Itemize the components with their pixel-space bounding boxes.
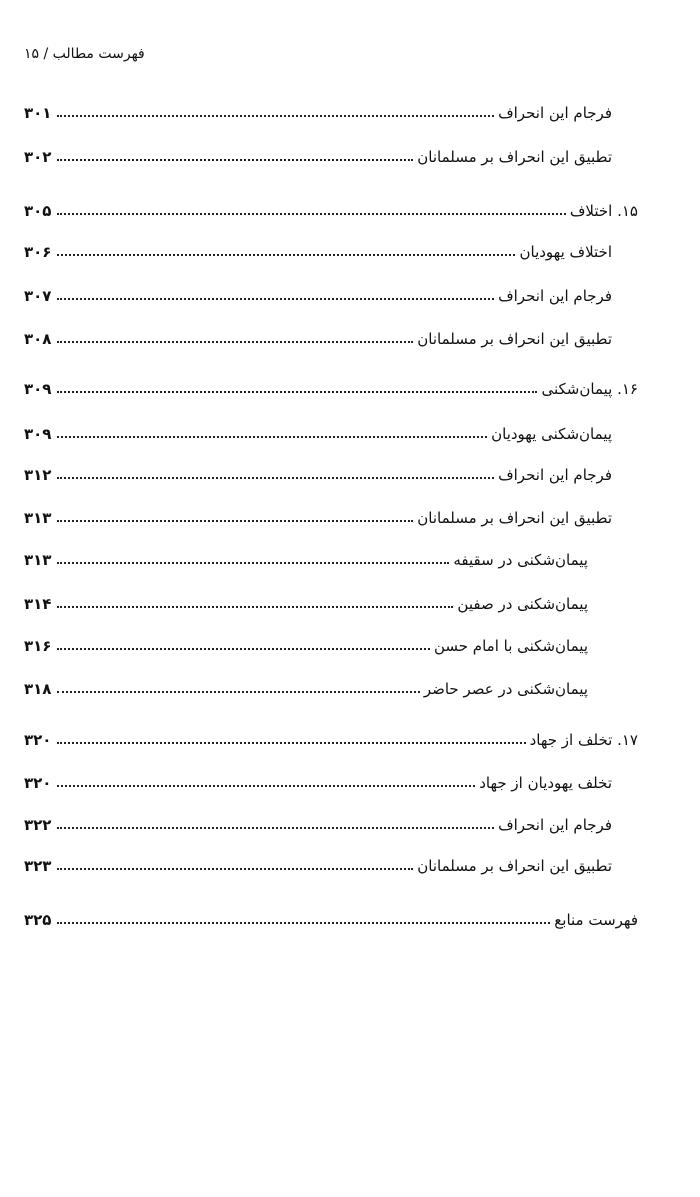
toc-entry[interactable] (24, 810, 612, 836)
toc-subentry-title: پیمان‌شکنی در عصر حاضر (423, 680, 588, 698)
toc-page-number: ۳۰۵ (24, 202, 52, 220)
toc-entry[interactable] (24, 237, 612, 263)
leader-dots (57, 115, 494, 117)
toc-page-number: ۳۰۷ (24, 287, 52, 305)
toc-entry[interactable] (24, 768, 612, 794)
leader-dots (57, 922, 550, 924)
toc-subentry[interactable] (24, 674, 588, 700)
leader-dots (57, 436, 487, 438)
toc-chapter-title: ۱۶. پیمان‌شکنی (541, 380, 638, 398)
toc-entry[interactable] (24, 460, 612, 486)
leader-dots (57, 606, 453, 608)
toc-entry[interactable] (24, 142, 612, 168)
leader-dots (57, 691, 419, 693)
toc-chapter-title: ۱۷. تخلف از جهاد (529, 731, 638, 749)
toc-page-number: ۳۲۳ (24, 857, 52, 875)
toc-subentry-title: پیمان‌شکنی در سقیفه (453, 551, 588, 569)
toc-subentry-title: پیمان‌شکنی با امام حسن (433, 637, 588, 655)
toc-entry[interactable] (24, 324, 612, 350)
toc-entry-title: تخلف یهودیان از جهاد (479, 774, 612, 792)
toc-page-number: ۳۱۸ (24, 680, 52, 698)
toc-page-number: ۳۲۰ (24, 731, 52, 749)
toc-chapter-entry[interactable] (24, 725, 638, 751)
leader-dots (57, 254, 515, 256)
toc-subentry[interactable] (24, 631, 588, 657)
toc-chapter-entry[interactable] (24, 905, 638, 931)
toc-entry-title: فرجام این انحراف (498, 104, 612, 122)
toc-page-number: ۳۰۹ (24, 380, 52, 398)
toc-page-number: ۳۲۵ (24, 911, 52, 929)
toc-subentry[interactable] (24, 589, 588, 615)
toc-entry-title: فرجام این انحراف (498, 816, 612, 834)
leader-dots (57, 827, 494, 829)
toc-page-number: ۳۱۶ (24, 637, 52, 655)
toc-entry[interactable] (24, 503, 612, 529)
toc-page-number: ۳۲۰ (24, 774, 52, 792)
toc-chapter-title: ۱۵. اختلاف (569, 202, 638, 220)
toc-page-number: ۳۰۲ (24, 148, 52, 166)
toc-page-number: ۳۱۴ (24, 595, 52, 613)
toc-page-number: ۳۰۸ (24, 330, 52, 348)
toc-page-number: ۳۱۳ (24, 509, 52, 527)
toc-entry-title: پیمان‌شکنی یهودیان (491, 425, 612, 443)
leader-dots (57, 742, 525, 744)
leader-dots (57, 648, 430, 650)
toc-entry-title: فرجام این انحراف (498, 287, 612, 305)
toc-page-number: ۳۰۹ (24, 425, 52, 443)
toc-entry-title: فرجام این انحراف (498, 466, 612, 484)
toc-chapter-title: فهرست منابع (554, 911, 638, 929)
toc-subentry-title: پیمان‌شکنی در صفین (457, 595, 588, 613)
toc-entry-title: تطبیق این انحراف بر مسلمانان (417, 509, 612, 527)
leader-dots (57, 520, 413, 522)
leader-dots (57, 868, 413, 870)
toc-entry-title: تطبیق این انحراف بر مسلمانان (417, 857, 612, 875)
toc-entry[interactable] (24, 419, 612, 445)
leader-dots (57, 298, 494, 300)
toc-entry[interactable] (24, 98, 612, 124)
toc-entry-title: تطبیق این انحراف بر مسلمانان (417, 148, 612, 166)
toc-chapter-entry[interactable] (24, 196, 638, 222)
leader-dots (57, 562, 449, 564)
toc-page-number: ۳۱۳ (24, 551, 52, 569)
toc-page-number: ۳۰۱ (24, 104, 52, 122)
toc-entry-title: تطبیق این انحراف بر مسلمانان (417, 330, 612, 348)
toc-page-number: ۳۲۲ (24, 816, 52, 834)
leader-dots (57, 785, 475, 787)
toc-entry-title: اختلاف یهودیان (519, 243, 612, 261)
toc-chapter-entry[interactable] (24, 374, 638, 400)
toc-subentry[interactable] (24, 545, 588, 571)
leader-dots (57, 213, 565, 215)
toc-entry[interactable] (24, 851, 612, 877)
toc-entry[interactable] (24, 281, 612, 307)
leader-dots (57, 341, 413, 343)
leader-dots (57, 159, 413, 161)
toc-page-number: ۳۰۶ (24, 243, 52, 261)
running-header: فهرست مطالب / ۱۵ (24, 46, 145, 62)
leader-dots (57, 477, 494, 479)
leader-dots (57, 391, 537, 393)
toc-page-number: ۳۱۲ (24, 466, 52, 484)
